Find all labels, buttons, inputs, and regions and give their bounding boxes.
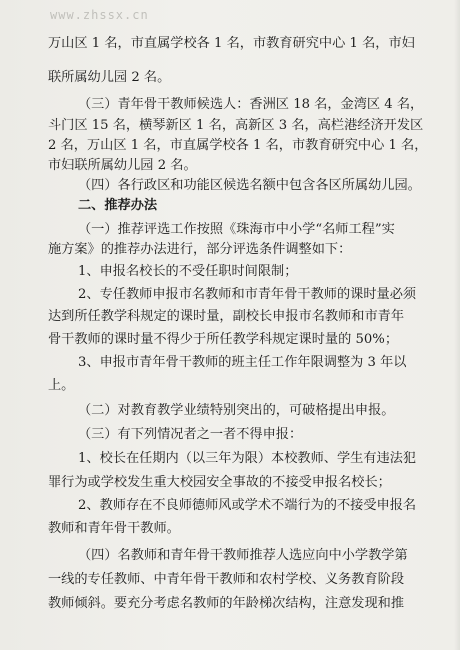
paragraph-line: （三）青年骨干教师候选人：香洲区 18 名，金湾区 4 名， xyxy=(78,97,424,112)
paragraph-line: 2 名，万山区 1 名，市直属学校各 1 名，市教育研究中心 1 名， xyxy=(48,138,428,153)
paragraph-line: 3、申报市青年骨干教师的班主任工作年限调整为 3 年以 xyxy=(78,355,407,370)
paragraph-line: 上。 xyxy=(48,378,75,393)
scan-shadow-edge xyxy=(454,0,460,650)
paragraph-line: 联所属幼儿园 2 名。 xyxy=(48,70,171,85)
paragraph-line: 教师和青年骨干教师。 xyxy=(48,521,180,536)
paragraph-line: 万山区 1 名，市直属学校各 1 名，市教育研究中心 1 名，市妇 xyxy=(48,36,415,51)
paragraph-line: 达到所任教学科规定的课时量，副校长申报市名教师和市青年 xyxy=(48,309,405,324)
paragraph-line: （二）对教育教学业绩特别突出的，可破格提出申报。 xyxy=(78,403,395,418)
paragraph-line: 骨干教师的课时量不得少于所任教学科规定课时量的 50%； xyxy=(48,332,399,347)
paragraph-line: 市妇联所属幼儿园 2 名。 xyxy=(48,158,197,173)
paragraph-line: （一）推荐评选工作按照《珠海市中小学“名师工程”实 xyxy=(78,222,395,237)
paragraph-line: 2、专任教师申报市名教师和市青年骨干教师的课时量必须 xyxy=(78,287,417,302)
section-heading: 二、推荐办法 xyxy=(78,198,158,213)
paragraph-line: 斗门区 15 名，横琴新区 1 名，高新区 3 名，高栏港经济开发区 xyxy=(48,118,424,133)
paragraph-line: 罪行为或学校发生重大校园安全事故的不接受申报名校长； xyxy=(48,475,391,490)
paragraph-line: 教师倾斜。要充分考虑名教师的年龄梯次结构，注意发现和推 xyxy=(48,596,405,611)
paragraph-line: 施方案》的推荐办法进行，部分评选条件调整如下： xyxy=(48,242,352,257)
paragraph-line: 一线的专任教师、中青年骨干教师和农村学校、义务教育阶段 xyxy=(48,572,405,587)
watermark-text: www.zhssx.cn xyxy=(50,8,149,22)
paragraph-line: （四）各行政区和功能区候选名额中包含各区所属幼儿园。 xyxy=(78,178,421,193)
paragraph-line: 1、校长在任期内（以三年为限）本校教师、学生有违法犯 xyxy=(78,451,417,466)
paragraph-line: （三）有下列情况者之一者不得申报： xyxy=(78,427,303,442)
paragraph-line: 2、教师存在不良师德师风或学术不端行为的不接受申报名 xyxy=(78,498,417,513)
paragraph-line: （四）名教师和青年骨干教师推荐人选应向中小学教学第 xyxy=(78,548,408,563)
paragraph-line: 1、申报名校长的不受任职时间限制； xyxy=(78,264,298,279)
